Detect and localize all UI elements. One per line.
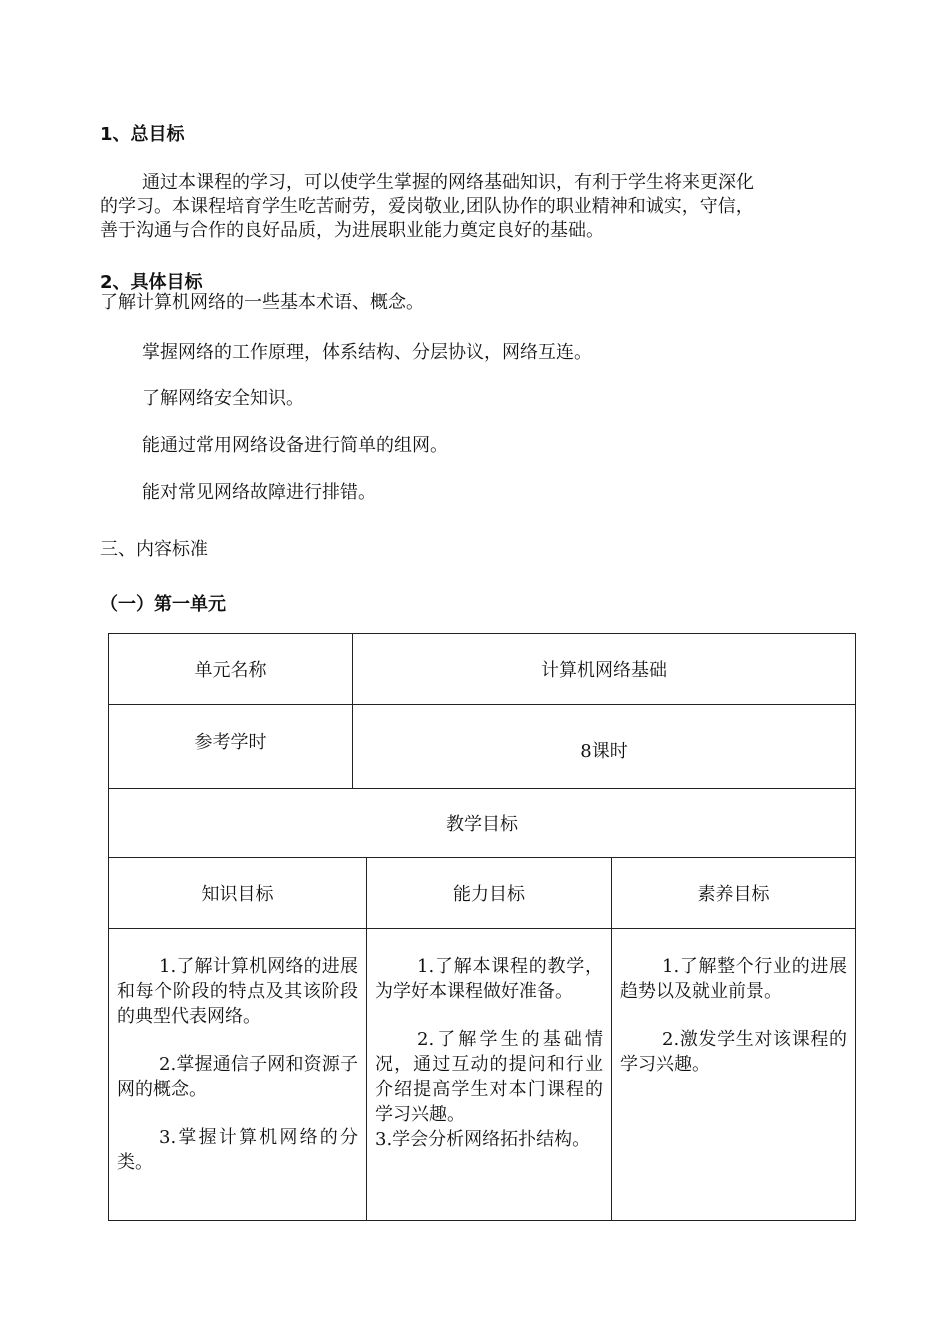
quality-goals [620, 954, 847, 1077]
knowledge-goal-item: 3.掌握计算机网络的分类。 [117, 1127, 358, 1173]
paragraph-line: 通过本课程的学习，可以使学生掌握的网络基础知识，有利于学生将来更深化 [142, 172, 754, 193]
specific-goal-heading: 2、具体目标 [100, 272, 203, 293]
specific-goal-item: 了解计算机网络的一些基本术语、概念。 [100, 292, 424, 313]
ability-goal-item: 3.学会分析网络拓扑结构。 [375, 1129, 591, 1150]
teaching-goals-header: 教学目标 [446, 814, 518, 835]
content-standard-heading: 三、内容标准 [100, 539, 208, 560]
knowledge-goal-item: 1.了解计算机网络的进展和每个阶段的特点及其该阶段的典型代表网络。 [117, 956, 358, 1027]
specific-goal-item: 了解网络安全知识。 [142, 388, 304, 409]
quality-goal-item: 1.了解整个行业的进展趋势以及就业前景。 [620, 956, 847, 1002]
col-knowledge-header: 知识目标 [201, 884, 274, 905]
paragraph-line: 善于沟通与合作的良好品质，为进展职业能力奠定良好的基础。 [100, 220, 604, 241]
paragraph-line: 的学习。本课程培育学生吃苦耐劳，爱岗敬业,团队协作的职业精神和诚实，守信， [100, 196, 754, 217]
unit-heading: （一）第一单元 [100, 594, 226, 615]
overall-goal-paragraph [100, 171, 860, 243]
ability-goal-item: 1.了解本课程的教学，为学好本课程做好准备。 [375, 956, 603, 1002]
unit-name-value: 计算机网络基础 [541, 660, 667, 681]
overall-goal-heading: 1、总目标 [100, 124, 185, 145]
ability-goals [375, 954, 603, 1152]
specific-goal-item: 能对常见网络故障进行排错。 [142, 482, 376, 503]
knowledge-goals [117, 954, 358, 1175]
hours-value: 8课时 [580, 741, 628, 762]
ability-goal-item: 2.了解学生的基础情况，通过互动的提问和行业介绍提高学生对本门课程的学习兴趣。 [375, 1029, 603, 1125]
col-ability-header: 能力目标 [453, 884, 525, 905]
unit-name-label: 单元名称 [194, 660, 267, 681]
knowledge-goal-item: 2.掌握通信子网和资源子网的概念。 [117, 1054, 358, 1100]
specific-goal-item: 能通过常用网络设备进行简单的组网。 [142, 435, 448, 456]
col-quality-header: 素养目标 [697, 884, 770, 905]
specific-goal-item: 掌握网络的工作原理，体系结构、分层协议，网络互连。 [142, 342, 592, 363]
quality-goal-item: 2.激发学生对该课程的学习兴趣。 [620, 1029, 847, 1075]
hours-label: 参考学时 [194, 732, 267, 753]
